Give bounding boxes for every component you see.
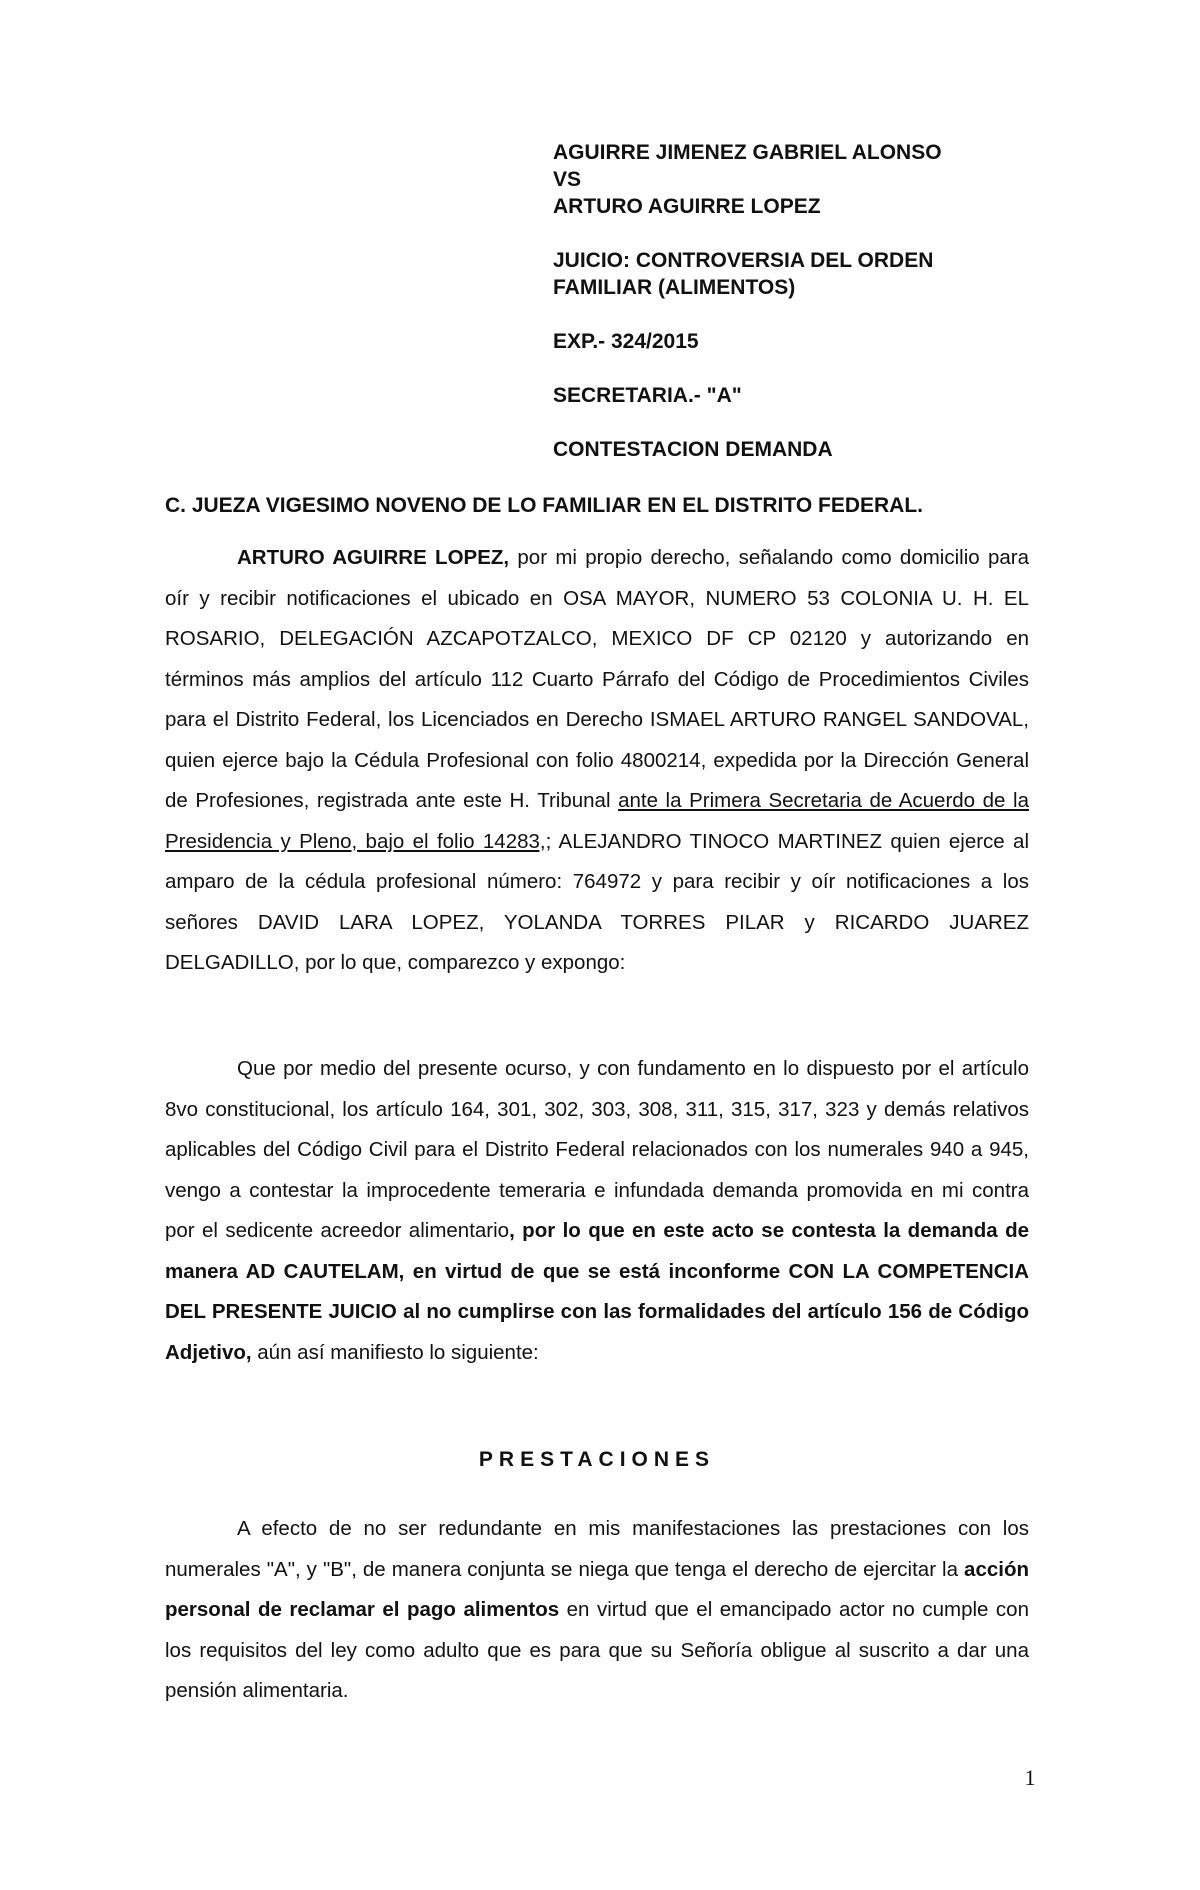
secretaria-label: SECRETARIA.- "A" — [553, 384, 742, 407]
paragraph-text: en virtud que el emancipado actor no cumple con los requisitos del ley como adulto que es para que su Señoría obligue al suscrito a dar una pensión alimentaria. — [165, 1598, 1029, 1702]
expediente-number: EXP.- 324/2015 — [553, 330, 699, 353]
paragraph-prestaciones — [165, 1509, 1029, 1712]
juicio-line-2: FAMILIAR (ALIMENTOS) — [553, 276, 796, 299]
defendant-name-inline: ARTURO AGUIRRE LOPEZ, — [237, 546, 510, 569]
underlined-registration: ante la Primera Secretaria de Acuerdo de la Presidencia y Pleno, bajo el folio 14283, — [165, 789, 1029, 853]
paragraph-appearance — [165, 538, 1029, 984]
defendant-name: ARTURO AGUIRRE LOPEZ — [553, 195, 821, 218]
section-title-prestaciones: PRESTACIONES — [478, 1448, 716, 1471]
paragraph-text: por mi propio derecho, señalando como domicilio para oír y recibir notificaciones el ubicado en OSA MAYOR, NUMERO 53 COLONIA U. H. EL ROSARIO, DELEGACIÓN AZCAPOTZALCO, MEXICO DF CP 02120 y autorizando en términos más amplios del artículo 112 Cuarto Párrafo del Código de Procedimientos Civiles para el Distrito Federal, los Licenciados en Derecho ISMAEL ARTURO RANGEL SANDOVAL, quien ejerce bajo la Cédula Profesional con folio 4800214, expedida por la Dirección General de Profesiones, registrada ante este H. Tribunal — [165, 546, 1030, 812]
paragraph-response — [165, 1049, 1029, 1373]
page-number: 1 — [1024, 1765, 1036, 1790]
case-header — [553, 139, 1113, 463]
versus-label: VS — [553, 168, 582, 191]
bold-statement: acción personal de reclamar el pago alimentos — [165, 1557, 1029, 1621]
document-type: CONTESTACION DEMANDA — [553, 438, 833, 461]
paragraph-text: Que por medio del presente ocurso, y con fundamento en lo dispuesto por el artículo 8vo constitucional, los artículo 164, 301, 302, 303, 308, 311, 315, 317, 323 y demás relativos aplicables del Código Civil para el Distrito Federal relacionados con los numerales 940 a 945, vengo a contestar la improcedente temeraria e infundada demanda promovida en mi contra por el sedicente acreedor alimentario — [165, 1057, 1029, 1242]
paragraph-text: ; ALEJANDRO TINOCO MARTINEZ quien ejerce al amparo de la cédula profesional número: 764972 y para recibir y oír notificaciones a los señores DAVID LARA LOPEZ, YOLANDA TORRES PILAR y RICARDO JUAREZ DELGADILLO, por lo que, comparezco y expongo: — [165, 829, 1029, 974]
juicio-line-1: JUICIO: CONTROVERSIA DEL ORDEN — [553, 249, 934, 272]
plaintiff-name: AGUIRRE JIMENEZ GABRIEL ALONSO — [553, 141, 942, 164]
paragraph-text: A efecto de no ser redundante en mis manifestaciones las prestaciones con los numerales "A", y "B", de manera conjunta se niega que tenga el derecho de ejercitar la — [165, 1517, 1029, 1581]
paragraph-text: aún así manifiesto lo siguiente: — [251, 1340, 539, 1364]
addressee-line: C. JUEZA VIGESIMO NOVENO DE LO FAMILIAR EN EL DISTRITO FEDERAL. — [165, 494, 924, 517]
bold-statement: , por lo que en este acto se contesta la demanda de manera AD CAUTELAM, en virtud de que se está inconforme CON LA COMPETENCIA DEL PRESENTE JUICIO al no cumplirse con las formalidades del artículo 156 de Código Adjetivo, — [165, 1219, 1029, 1364]
